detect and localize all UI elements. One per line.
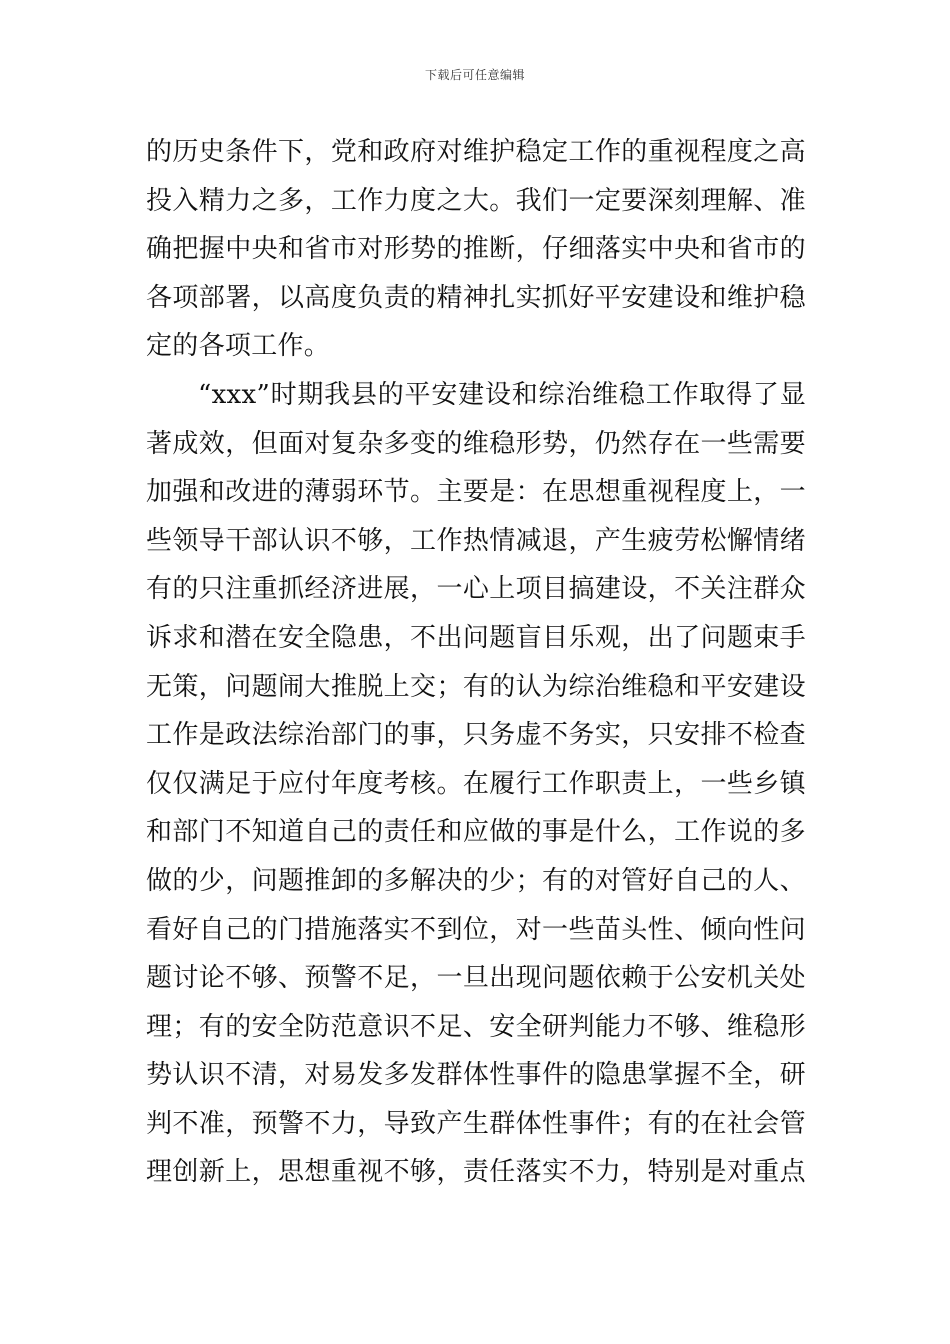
- text-line: “xxx”时期我县的平安建设和综治维稳工作取得了显: [198, 379, 806, 410]
- text-line: 理创新上，思想重视不够，责任落实不力，特别是对重点: [146, 1157, 806, 1188]
- text-line: 著成效，但面对复杂多变的维稳形势，仍然存在一些需要: [146, 428, 806, 459]
- text-line: 工作是政法综治部门的事，只务虚不务实，只安排不检查: [146, 720, 806, 751]
- text-line: 题讨论不够、预警不足，一旦出现问题依赖于公安机关处: [146, 963, 806, 994]
- text-line: 些领导干部认识不够，工作热情减退，产生疲劳松懈情绪: [146, 525, 806, 556]
- text-line: 各项部署，以高度负责的精神扎实抓好平安建设和维护稳: [146, 282, 806, 313]
- text-line: 定的各项工作。: [146, 331, 331, 362]
- text-line: 无策，问题闹大推脱上交；有的认为综治维稳和平安建设: [146, 671, 806, 702]
- text-line: 诉求和潜在安全隐患，不出问题盲目乐观，出了问题束手: [146, 622, 806, 653]
- text-line: 势认识不清，对易发多发群体性事件的隐患掌握不全，研: [146, 1060, 806, 1091]
- document-body: [146, 128, 806, 1197]
- text-line: 看好自己的门措施落实不到位，对一些苗头性、倾向性问: [146, 914, 806, 945]
- text-line: 仅仅满足于应付年度考核。在履行工作职责上，一些乡镇: [146, 768, 806, 799]
- text-line: 加强和改进的薄弱环节。主要是：在思想重视程度上，一: [146, 477, 806, 508]
- text-line: 理；有的安全防范意识不足、安全研判能力不够、维稳形: [146, 1011, 806, 1042]
- text-line: 和部门不知道自己的责任和应做的事是什么，工作说的多: [146, 817, 806, 848]
- text-line: 确把握中央和省市对形势的推断，仔细落实中央和省市的: [146, 234, 806, 265]
- text-line: 投入精力之多，工作力度之大。我们一定要深刻理解、准: [146, 185, 806, 216]
- text-line: 的历史条件下，党和政府对维护稳定工作的重视程度之高: [146, 137, 806, 167]
- text-line: 做的少，问题推卸的多解决的少；有的对管好自己的人、: [146, 865, 806, 896]
- text-line: 有的只注重抓经济进展，一心上项目搞建设，不关注群众: [146, 574, 806, 605]
- page-header: 下载后可任意编辑: [424, 68, 525, 82]
- text-line: 判不准，预警不力，导致产生群体性事件；有的在社会管: [146, 1108, 806, 1139]
